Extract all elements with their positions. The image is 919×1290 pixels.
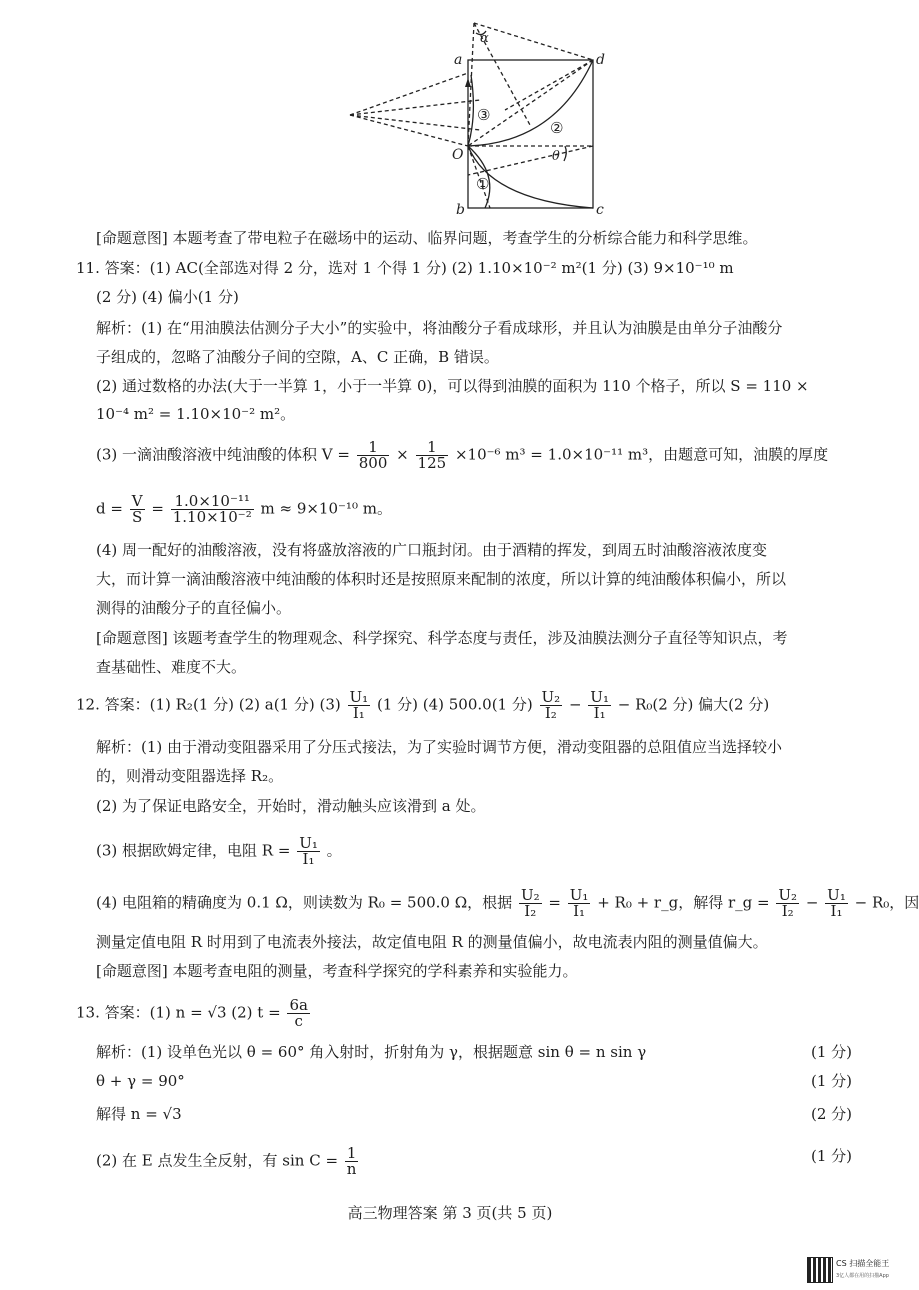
denominator: 1.10×10⁻² [172, 508, 252, 526]
q11-analysis-4-line-3: 测得的油酸分子的直径偏小。 [96, 599, 292, 617]
q11-analysis-3-line-1 [96, 440, 828, 471]
denominator: I₁ [593, 704, 606, 722]
q13-analysis-line-3: 解得 n = √3 [96, 1105, 182, 1123]
dashed-line [468, 60, 593, 146]
q11-analysis-4-line-2: 大，而计算一滴油酸溶液中纯油酸的体积时还是按照原来配制的浓度，所以计算的纯油酸体积偏小，所以 [96, 570, 787, 588]
q13-score-4: (1 分) [810, 1147, 852, 1165]
numerator: U₁ [827, 886, 846, 904]
q13-analysis-line-2: θ + γ = 90° [96, 1072, 185, 1090]
arrow-marker [465, 78, 471, 87]
magnetic-field-figure [340, 15, 620, 218]
fraction [297, 836, 320, 867]
q12-analysis-2: (2) 为了保证电路安全，开始时，滑动触头应该滑到 a 处。 [96, 797, 486, 815]
dashed-line [350, 115, 468, 146]
fraction [357, 440, 390, 471]
denominator: I₂ [524, 902, 537, 920]
text: + R₀ + r_g，解得 r_g = [597, 893, 770, 912]
q13-analysis-line-4 [96, 1146, 360, 1177]
q12-analysis-1-line-1: 解析：(1) 由于滑动变阻器采用了分压式接法，为了实验时调节方便，滑动变阻器的总阻值应当选择较小 [96, 738, 783, 756]
q10-intent: [命题意图] 本题考查了带电粒子在磁场中的运动、临界问题，考查学生的分析综合能力和科学思维。 [96, 229, 758, 247]
numerator: 6a [289, 996, 308, 1014]
q11-analysis-4-line-1: (4) 周一配好的油酸溶液，没有将盛放溶液的广口瓶封闭。由于酒精的挥发，到周五时油酸溶液浓度变 [96, 541, 768, 559]
text: (4) 电阻箱的精确度为 0.1 Ω，则读数为 R₀ = 500.0 Ω，根据 [96, 893, 513, 912]
label-circle-1: ① [476, 175, 490, 193]
fraction [171, 494, 254, 525]
text: (2) 在 E 点发生全反射，有 sin C = [96, 1151, 339, 1170]
q11-answer-line-1: 11. 答案：(1) AC(全部选对得 2 分，选对 1 个得 1 分) (2) 1.10×10⁻² m²(1 分) (3) 9×10⁻¹⁰ m [76, 259, 734, 277]
label-alpha: α [480, 31, 489, 46]
text: 12. 答案：(1) R₂(1 分) (2) a(1 分) (3) [76, 695, 341, 714]
q11-analysis-1-line-1: 解析：(1) 在“用油膜法估测分子大小”的实验中，将油酸分子看成球形，并且认为油膜是由单分子油酸分 [96, 319, 783, 337]
label-theta: θ [552, 149, 560, 164]
numerator: 1 [357, 440, 390, 456]
q13-analysis-line-1: 解析：(1) 设单色光以 θ = 60° 角入射时，折射角为 γ，根据题意 sin θ = n sin γ [96, 1043, 647, 1061]
numerator: U₂ [541, 688, 561, 706]
q11-answer-line-2: (2 分) (4) 偏小(1 分) [96, 288, 239, 306]
text: (1 分) (4) 500.0(1 分) [376, 695, 533, 714]
fraction [345, 1146, 359, 1177]
q11-analysis-2-line-1: (2) 通过数格的办法(大于一半算 1，小于一半算 0)，可以得到油膜的面积为 110 个格子，所以 S = 110 × [96, 377, 809, 395]
badge-subtitle: 3亿人都在用的扫描App [836, 1273, 889, 1279]
label-c: c [596, 202, 604, 218]
q11-intent-line-1: [命题意图] 该题考查学生的物理观念、科学探究、科学态度与责任，涉及油膜法测分子直径等知识点，考 [96, 629, 788, 647]
numerator: U₂ [778, 886, 798, 904]
q12-analysis-3 [96, 836, 342, 867]
q12-analysis-1-line-2: 的，则滑动变阻器选择 R₂。 [96, 767, 284, 785]
fraction [519, 888, 542, 919]
fraction [348, 690, 371, 721]
fraction [588, 690, 611, 721]
badge-title: CS 扫描全能王 [836, 1259, 890, 1268]
numerator: 1.0×10⁻¹¹ [171, 494, 254, 510]
fraction [776, 888, 799, 919]
text: 。 [326, 841, 342, 860]
text: = [548, 893, 561, 912]
denominator: I₂ [781, 902, 794, 920]
fraction [825, 888, 848, 919]
denominator: I₁ [352, 704, 365, 722]
text: − R₀，因 [854, 893, 919, 912]
text: m ≈ 9×10⁻¹⁰ m。 [260, 499, 392, 518]
denominator: c [294, 1012, 303, 1030]
q11-analysis-2-line-2: 10⁻⁴ m² = 1.10×10⁻² m²。 [96, 405, 296, 423]
label-b: b [456, 202, 465, 218]
fraction [568, 888, 591, 919]
q11-analysis-3-line-2 [96, 494, 392, 525]
text: (3) 根据欧姆定律，电阻 R = [96, 841, 291, 860]
numerator: U₁ [299, 834, 318, 852]
numerator: U₁ [569, 886, 589, 904]
q13-score-3: (2 分) [810, 1105, 852, 1123]
text: 13. 答案：(1) n = √3 (2) t = [76, 1003, 281, 1022]
fraction [130, 494, 145, 525]
denominator: 125 [417, 454, 447, 472]
text: − [805, 893, 819, 912]
numerator: 1 [416, 440, 449, 456]
denominator: I₂ [544, 704, 557, 722]
theta-arc [564, 146, 566, 161]
page-footer: 高三物理答案 第 3 页(共 5 页) [347, 1204, 553, 1222]
label-circle-3: ③ [477, 106, 491, 124]
label-circle-2: ② [550, 119, 564, 137]
denominator: I₁ [302, 850, 315, 868]
q12-intent: [命题意图] 本题考查电阻的测量，考查科学探究的学科素养和实验能力。 [96, 962, 578, 980]
scanner-badge [808, 1258, 888, 1284]
q13-answer-line [76, 998, 312, 1029]
numerator: U₁ [590, 688, 609, 706]
dashed-line [350, 115, 480, 130]
denominator: S [132, 508, 143, 526]
label-d: d [596, 52, 605, 68]
text: − [568, 695, 582, 714]
q12-analysis-4-line-2: 测量定值电阻 R 时用到了电流表外接法，故定值电阻 R 的测量值偏小，故电流表内阻的测量值偏大。 [96, 933, 768, 951]
numerator: U₁ [349, 688, 369, 706]
dashed-line [350, 100, 480, 115]
text: = [151, 499, 164, 518]
label-a: a [454, 52, 463, 68]
q12-analysis-4-line-1 [96, 888, 919, 919]
fraction [540, 690, 563, 721]
denominator: n [346, 1160, 357, 1178]
label-O: O [452, 147, 464, 163]
numerator: V [131, 492, 143, 510]
text: d = [96, 499, 123, 518]
fraction [416, 440, 449, 471]
q12-answer-line [76, 690, 769, 721]
text: ×10⁻⁶ m³ = 1.0×10⁻¹¹ m³，由题意可知，油膜的厚度 [454, 445, 829, 464]
q13-score-2: (1 分) [810, 1072, 852, 1090]
q11-intent-line-2: 查基础性、难度不大。 [96, 658, 247, 676]
text: (3) 一滴油酸溶液中纯油酸的体积 V = [96, 445, 350, 464]
text: × [396, 445, 409, 464]
numerator: 1 [345, 1146, 359, 1162]
fraction [287, 998, 310, 1029]
denominator: I₁ [573, 902, 586, 920]
q13-score-1: (1 分) [810, 1043, 852, 1061]
numerator: U₂ [520, 886, 540, 904]
qr-code-icon [808, 1258, 832, 1282]
text: − R₀(2 分) 偏大(2 分) [617, 695, 770, 714]
denominator: 800 [358, 454, 388, 472]
denominator: I₁ [830, 902, 843, 920]
q11-analysis-1-line-2: 子组成的，忽略了油酸分子间的空隙，A、C 正确，B 错误。 [96, 348, 499, 366]
